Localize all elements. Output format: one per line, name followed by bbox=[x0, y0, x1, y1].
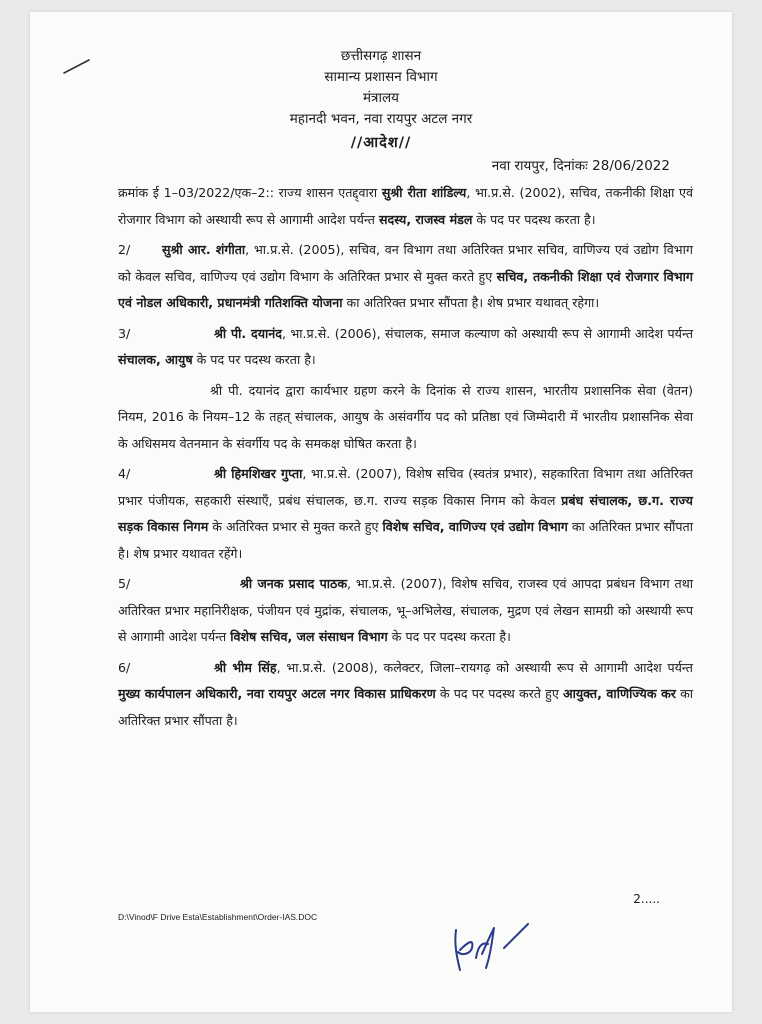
signature bbox=[448, 918, 538, 978]
document-page bbox=[30, 12, 732, 1012]
paragraph-3: 3/ श्री पी. दयानंद, भा.प्र.से. (2006), संचालक, समाज कल्याण को अस्थायी रूप से आगामी आदेश पर्यन्त संचालक, आयुष के पद पर पदस्थ करता है। bbox=[118, 321, 693, 374]
page-number: 2..... bbox=[633, 892, 660, 906]
letterhead-ministry: मंत्रालय bbox=[362, 90, 399, 106]
paragraph-6: 6/ श्री भीम सिंह, भा.प्र.से. (2008), कलेक्टर, जिला–रायगढ़ को अस्थायी रूप से आगामी आदेश पर्यन्त मुख्य कार्यपालन अधिकारी, नवा रायपुर अटल नगर विकास प्राधिकरण के पद पर पदस्थ करते हुए आयुक्त, वाणिज्यिक कर का अतिरिक्त प्रभार सौंपता है। bbox=[118, 655, 693, 735]
paragraph-number: 2/ bbox=[118, 242, 131, 257]
paragraph-number: 5/ bbox=[118, 576, 131, 591]
paragraph-5: 5/ श्री जनक प्रसाद पाठक, भा.प्र.से. (2007), विशेष सचिव, राजस्व एवं आपदा प्रबंधन विभाग तथा अतिरिक्त प्रभार महानिरीक्षक, पंजीयन एवं मुद्रांक, संचालक, भू–अभिलेख, संचालक, मुद्रण एवं लेखन सामग्री को अस्थायी रूप से आगामी आदेश पर्यन्त विशेष सचिव, जल संसाधन विभाग के पद पर पदस्थ करता है। bbox=[118, 571, 693, 651]
letterhead-government: छत्तीसगढ़ शासन bbox=[340, 48, 422, 64]
paragraph-number: 3/ bbox=[118, 325, 131, 341]
paragraph-2: 2/ सुश्री आर. शंगीता, भा.प्र.से. (2005), सचिव, वन विभाग तथा अतिरिक्त प्रभार सचिव, वाणिज्य एवं उद्योग विभाग को केवल सचिव, वाणिज्य एवं उद्योग विभाग के अतिरिक्त प्रभार से मुक्त करते हुए सचिव, तकनीकी शिक्षा एवं रोजगार विभाग एवं नोडल अधिकारी, प्रधानमंत्री गतिशक्ति योजना का अतिरिक्त प्रभार सौंपता है। शेष प्रभार यथावत् रहेगा। bbox=[118, 237, 693, 317]
paragraph-1: क्रमांक ई 1–03/2022/एक–2:: राज्य शासन एतद्द्वारा सुश्री रीता शांडिल्य, भा.प्र.से. (2002), सचिव, तकनीकी शिक्षा एवं रोजगार विभाग को अस्थायी रूप से आगामी आदेश पर्यन्त सदस्य, राजस्व मंडल के पद पर पदस्थ करता है। bbox=[118, 185, 693, 227]
order-body bbox=[118, 180, 693, 738]
paragraph-number: 4/ bbox=[118, 466, 131, 481]
place-date: नवा रायपुर, दिनांकः 28/06/2022 bbox=[491, 158, 670, 174]
paragraph-number: 6/ bbox=[118, 659, 131, 675]
paragraph-3-continued: श्री पी. दयानंद द्वारा कार्यभार ग्रहण करने के दिनांक से राज्य शासन, भारतीय प्रशासनिक सेवा (वेतन) नियम, 2016 के नियम–12 के तहत् संचालक, आयुष के असंवर्गीय पद को प्रतिष्ठा एवं जिम्मेदारी में भारतीय प्रशासनिक सेवा के अधिसमय वेतनमान के संवर्गीय पद के समकक्ष घोषित करता है। bbox=[118, 382, 693, 451]
letterhead bbox=[30, 46, 732, 130]
letterhead-address: महानदी भवन, नवा रायपुर अटल नगर bbox=[289, 111, 473, 127]
paragraph-4: 4/ श्री हिमशिखर गुप्ता, भा.प्र.से. (2007), विशेष सचिव (स्वतंत्र प्रभार), सहकारिता विभाग तथा अतिरिक्त प्रभार पंजीयक, सहकारी संस्थाएँ, प्रबंध संचालक, छ.ग. राज्य सड़क विकास निगम को केवल प्रबंध संचालक, छ.ग. राज्य सड़क विकास निगम के अतिरिक्त प्रभार से मुक्त करते हुए विशेष सचिव, वाणिज्य एवं उद्योग विभाग का अतिरिक्त प्रभार सौंपता है। शेष प्रभार यथावत रहेंगे। bbox=[118, 461, 693, 567]
order-title: //आदेश// bbox=[350, 135, 412, 151]
file-path: D:\Vinod\F Drive Esta\Establishment\Order-IAS.DOC bbox=[118, 912, 318, 922]
letterhead-department: सामान्य प्रशासन विभाग bbox=[324, 69, 438, 85]
